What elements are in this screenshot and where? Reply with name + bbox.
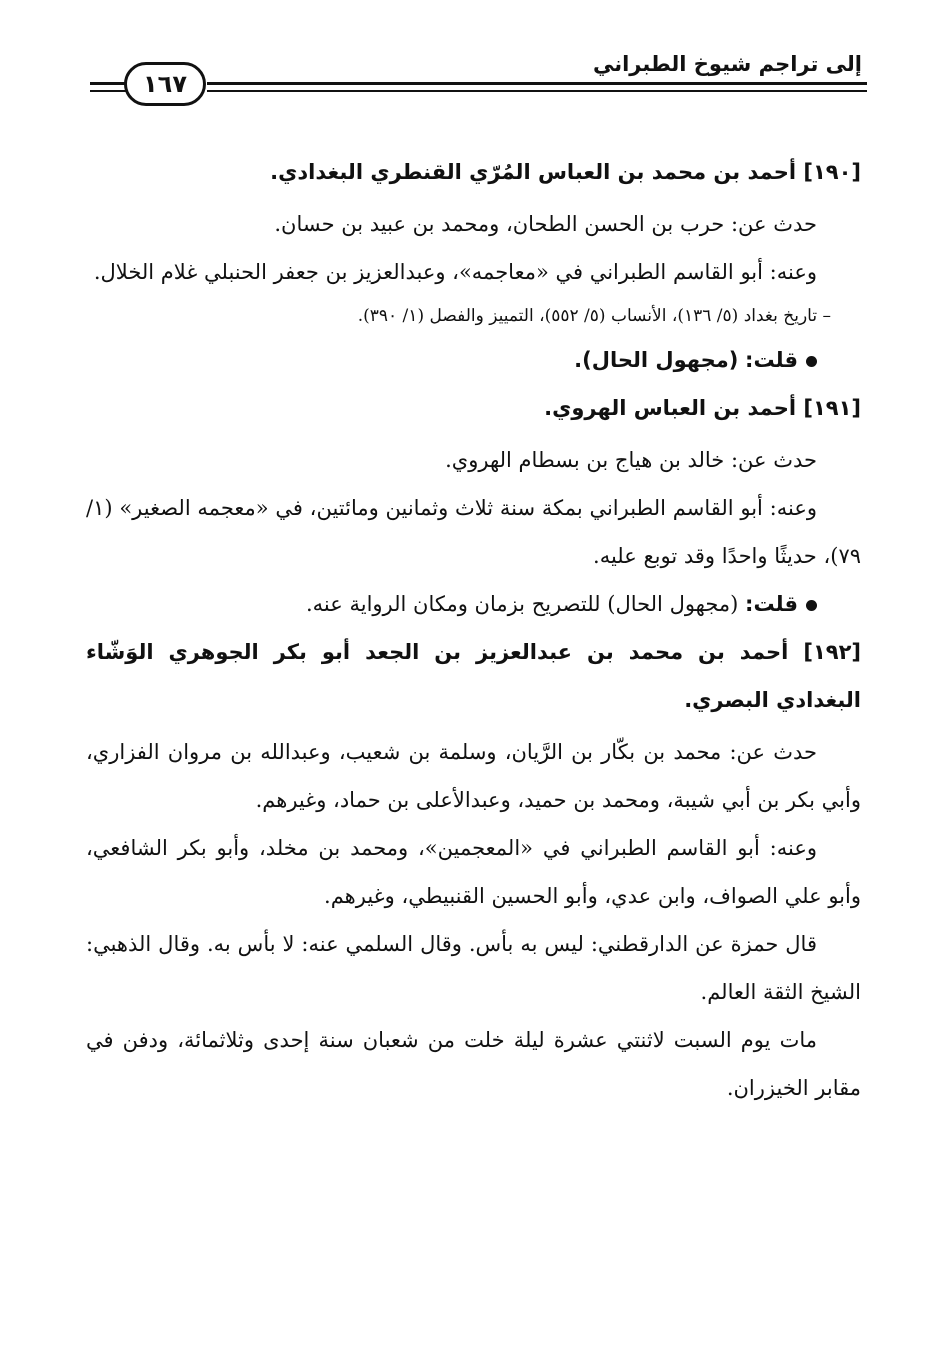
page-number: ١٦٧ [124,62,206,106]
bullet-icon [806,600,817,611]
bullet-icon [806,356,817,367]
note-label: قلت: [745,592,798,616]
narrators: وعنه: أبو القاسم الطبراني في «المعجمين»، ومحمد بن مخلد، وأبو بكر الشافعي، وأبو علي الصواف، وابن عدي، وأبو الحسين القنبيطي، وغيرهم. [86,836,861,908]
narrators: وعنه: أبو القاسم الطبراني في «معاجمه»، وعبدالعزيز بن جعفر الحنبلي غلام الخلال. [93,260,817,284]
note [86,580,861,628]
note-label: قلت: [745,348,798,372]
entry-heading: [١٩٠] أحمد بن محمد بن العباس المُرّي القنطري البغدادي. [270,160,861,184]
entry-heading: [١٩١] أحمد بن العباس الهروي. [544,396,861,420]
sources-line: – تاريخ بغداد (٥/ ١٣٦)، الأنساب (٥/ ٥٥٢)، التمييز والفصل (١/ ٣٩٠). [357,306,831,326]
note-text: (مجهول الحال) للتصريح بزمان ومكان الرواية عنه. [305,592,739,616]
narrators: وعنه: أبو القاسم الطبراني بمكة سنة ثلاث وثمانين ومائتين، في «معجمه الصغير» (١/ ٧٩)، حديثًا واحدًا وقد توبع عليه. [86,496,861,568]
death-note: مات يوم السبت لاثنتي عشرة ليلة خلت من شعبان سنة إحدى وثلاثمائة، ودفن في مقابر الخيزران. [86,1028,861,1100]
entry-heading: [١٩٢] أحمد بن محمد بن عبدالعزيز بن الجعد أبو بكر الجوهري الوَشّاء البغدادي البصري. [86,640,861,712]
header-rule [207,82,867,85]
page-body [86,148,861,1112]
note-text: (مجهول الحال). [574,348,739,372]
note [86,336,861,384]
running-title: إلى تراجم شيوخ الطبراني [592,52,862,76]
narrated-from: حدث عن: محمد بن بكّار بن الرَّيان، وسلمة بن شعيب، وعبدالله بن مروان الفزاري، وأبي بكر بن أبي شيبة، ومحمد بن حميد، وعبدالأعلى بن حماد، وغيرهم. [86,740,861,812]
narrated-from: حدث عن: حرب بن الحسن الطحان، ومحمد بن عبيد بن حسان. [274,212,817,236]
grading: قال حمزة عن الدارقطني: ليس به بأس. وقال السلمي عنه: لا بأس به. وقال الذهبي: الشيخ الثقة العالم. [86,932,861,1004]
header-rule-thin [207,90,867,92]
narrated-from: حدث عن: خالد بن هياج بن بسطام الهروي. [445,448,817,472]
